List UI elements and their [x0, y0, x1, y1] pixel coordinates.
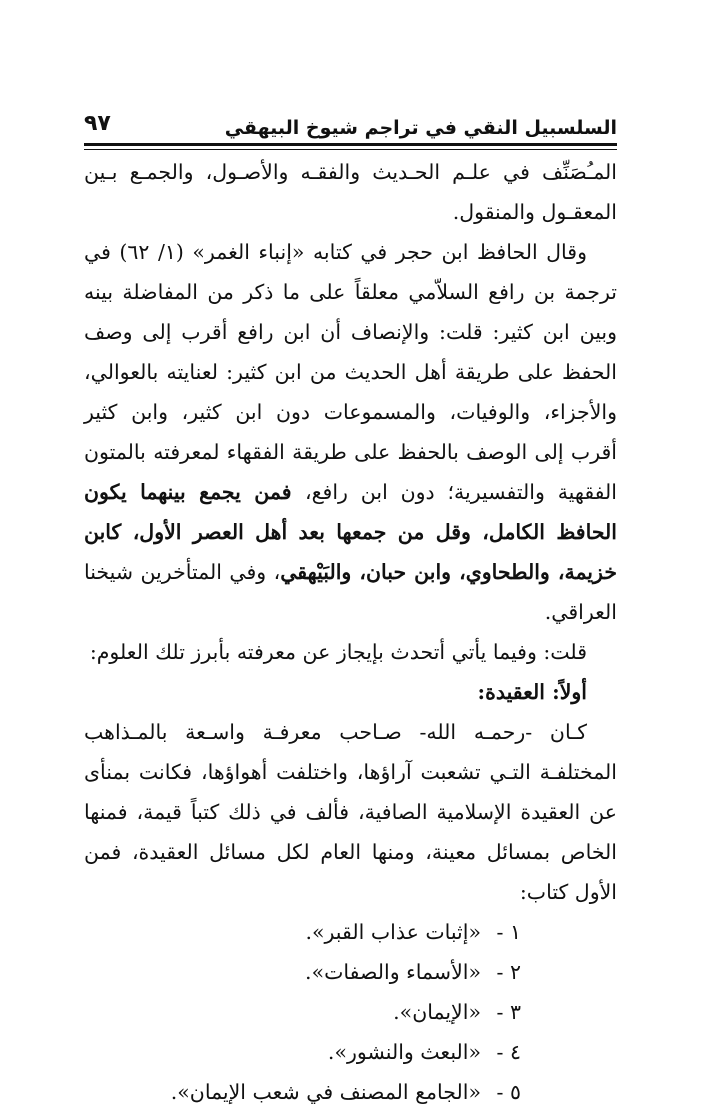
list-item-title: «إثبات عذاب القبر».	[305, 920, 481, 944]
list-item-number: ٤ -	[496, 1040, 521, 1064]
list-item	[84, 912, 617, 952]
list-item	[84, 992, 617, 1032]
paragraph-1-text: المـُصَنِّف في علـم الحـديث والفقـه والأصـول، والجمـع بـين المعقـول والمنقول.	[84, 160, 617, 224]
list-item-number: ٥ -	[496, 1080, 521, 1104]
list-item-title: «الجامع المصنف في شعب الإيمان».	[170, 1080, 481, 1104]
list-item-title: «الأسماء والصفات».	[305, 960, 481, 984]
paragraph-3-text: قلت: وفيما يأتي أتحدث بإيجاز عن معرفته بأبرز تلك العلوم:	[89, 640, 587, 664]
page-number: ٩٧	[84, 111, 111, 136]
list-item	[84, 1072, 617, 1112]
list-item-title: «البعث والنشور».	[327, 1040, 481, 1064]
section-paragraph-text: كـان -رحمـه الله- صـاحب معرفـة واسـعة بالمـذاهب المختلفـة التـي تشعبت آراؤها، واختلفت أهواؤها، فكانت بمنأى عن العقيدة الإسلامية الصافية، فألف في ذلك كتباً قيمة، فمنها الخاص بمسائل معينة، ومنها العام لكل مسائل العقيدة، فمن الأول كتاب:	[84, 720, 617, 904]
header-rule-thick	[84, 143, 617, 146]
list-item-number: ١ -	[496, 920, 521, 944]
list-item	[84, 1032, 617, 1072]
paragraph-2-text: وقال الحافظ ابن حجر في كتابه «إنباء الغمر» (١/ ٦٢) في ترجمة بن رافع السلاّمي معلقاً على ما ذكر من المفاضلة بينه وبين ابن كثير: قلت: والإنصاف أن ابن رافع أقرب إلى وصف الحفظ على طريقة أهل الحديث من ابن كثير: لعنايته بالعوالي، والأجزاء، والوفيات، والمسموعات دون ابن كثير، وابن كثير أقرب إلى الوصف بالحفظ على طريقة الفقهاء لمعرفته بالمتون الفقهية والتفسيرية؛ دون ابن رافع،	[84, 240, 617, 504]
section-paragraph	[84, 712, 617, 912]
paragraph-2	[84, 232, 617, 632]
header-rule-thin	[84, 149, 617, 150]
list-item-number: ٣ -	[496, 1000, 521, 1024]
paragraph-2-tail: ، وفي المتأخرين شيخنا العراقي.	[84, 560, 617, 624]
running-header	[84, 100, 617, 144]
header-title: السلسبيل النقي في تراجم شيوخ البيهقي	[224, 117, 617, 139]
paragraph-3	[84, 632, 617, 672]
list-item-number: ٢ -	[496, 960, 521, 984]
paragraph-2-bold: فمن يجمع بينهما يكون الحافظ الكامل، وقل من جمعها بعد أهل العصر الأول، كابن خزيمة، والطحاوي، وابن حبان، والبَيْهقي	[84, 480, 617, 584]
section-heading: أولاً: العقيدة:	[477, 680, 587, 704]
list-item	[84, 952, 617, 992]
book-list	[84, 912, 617, 1112]
paragraph-1	[84, 152, 617, 232]
body-text	[84, 152, 617, 1112]
list-item-title: «الإيمان».	[393, 1000, 481, 1024]
